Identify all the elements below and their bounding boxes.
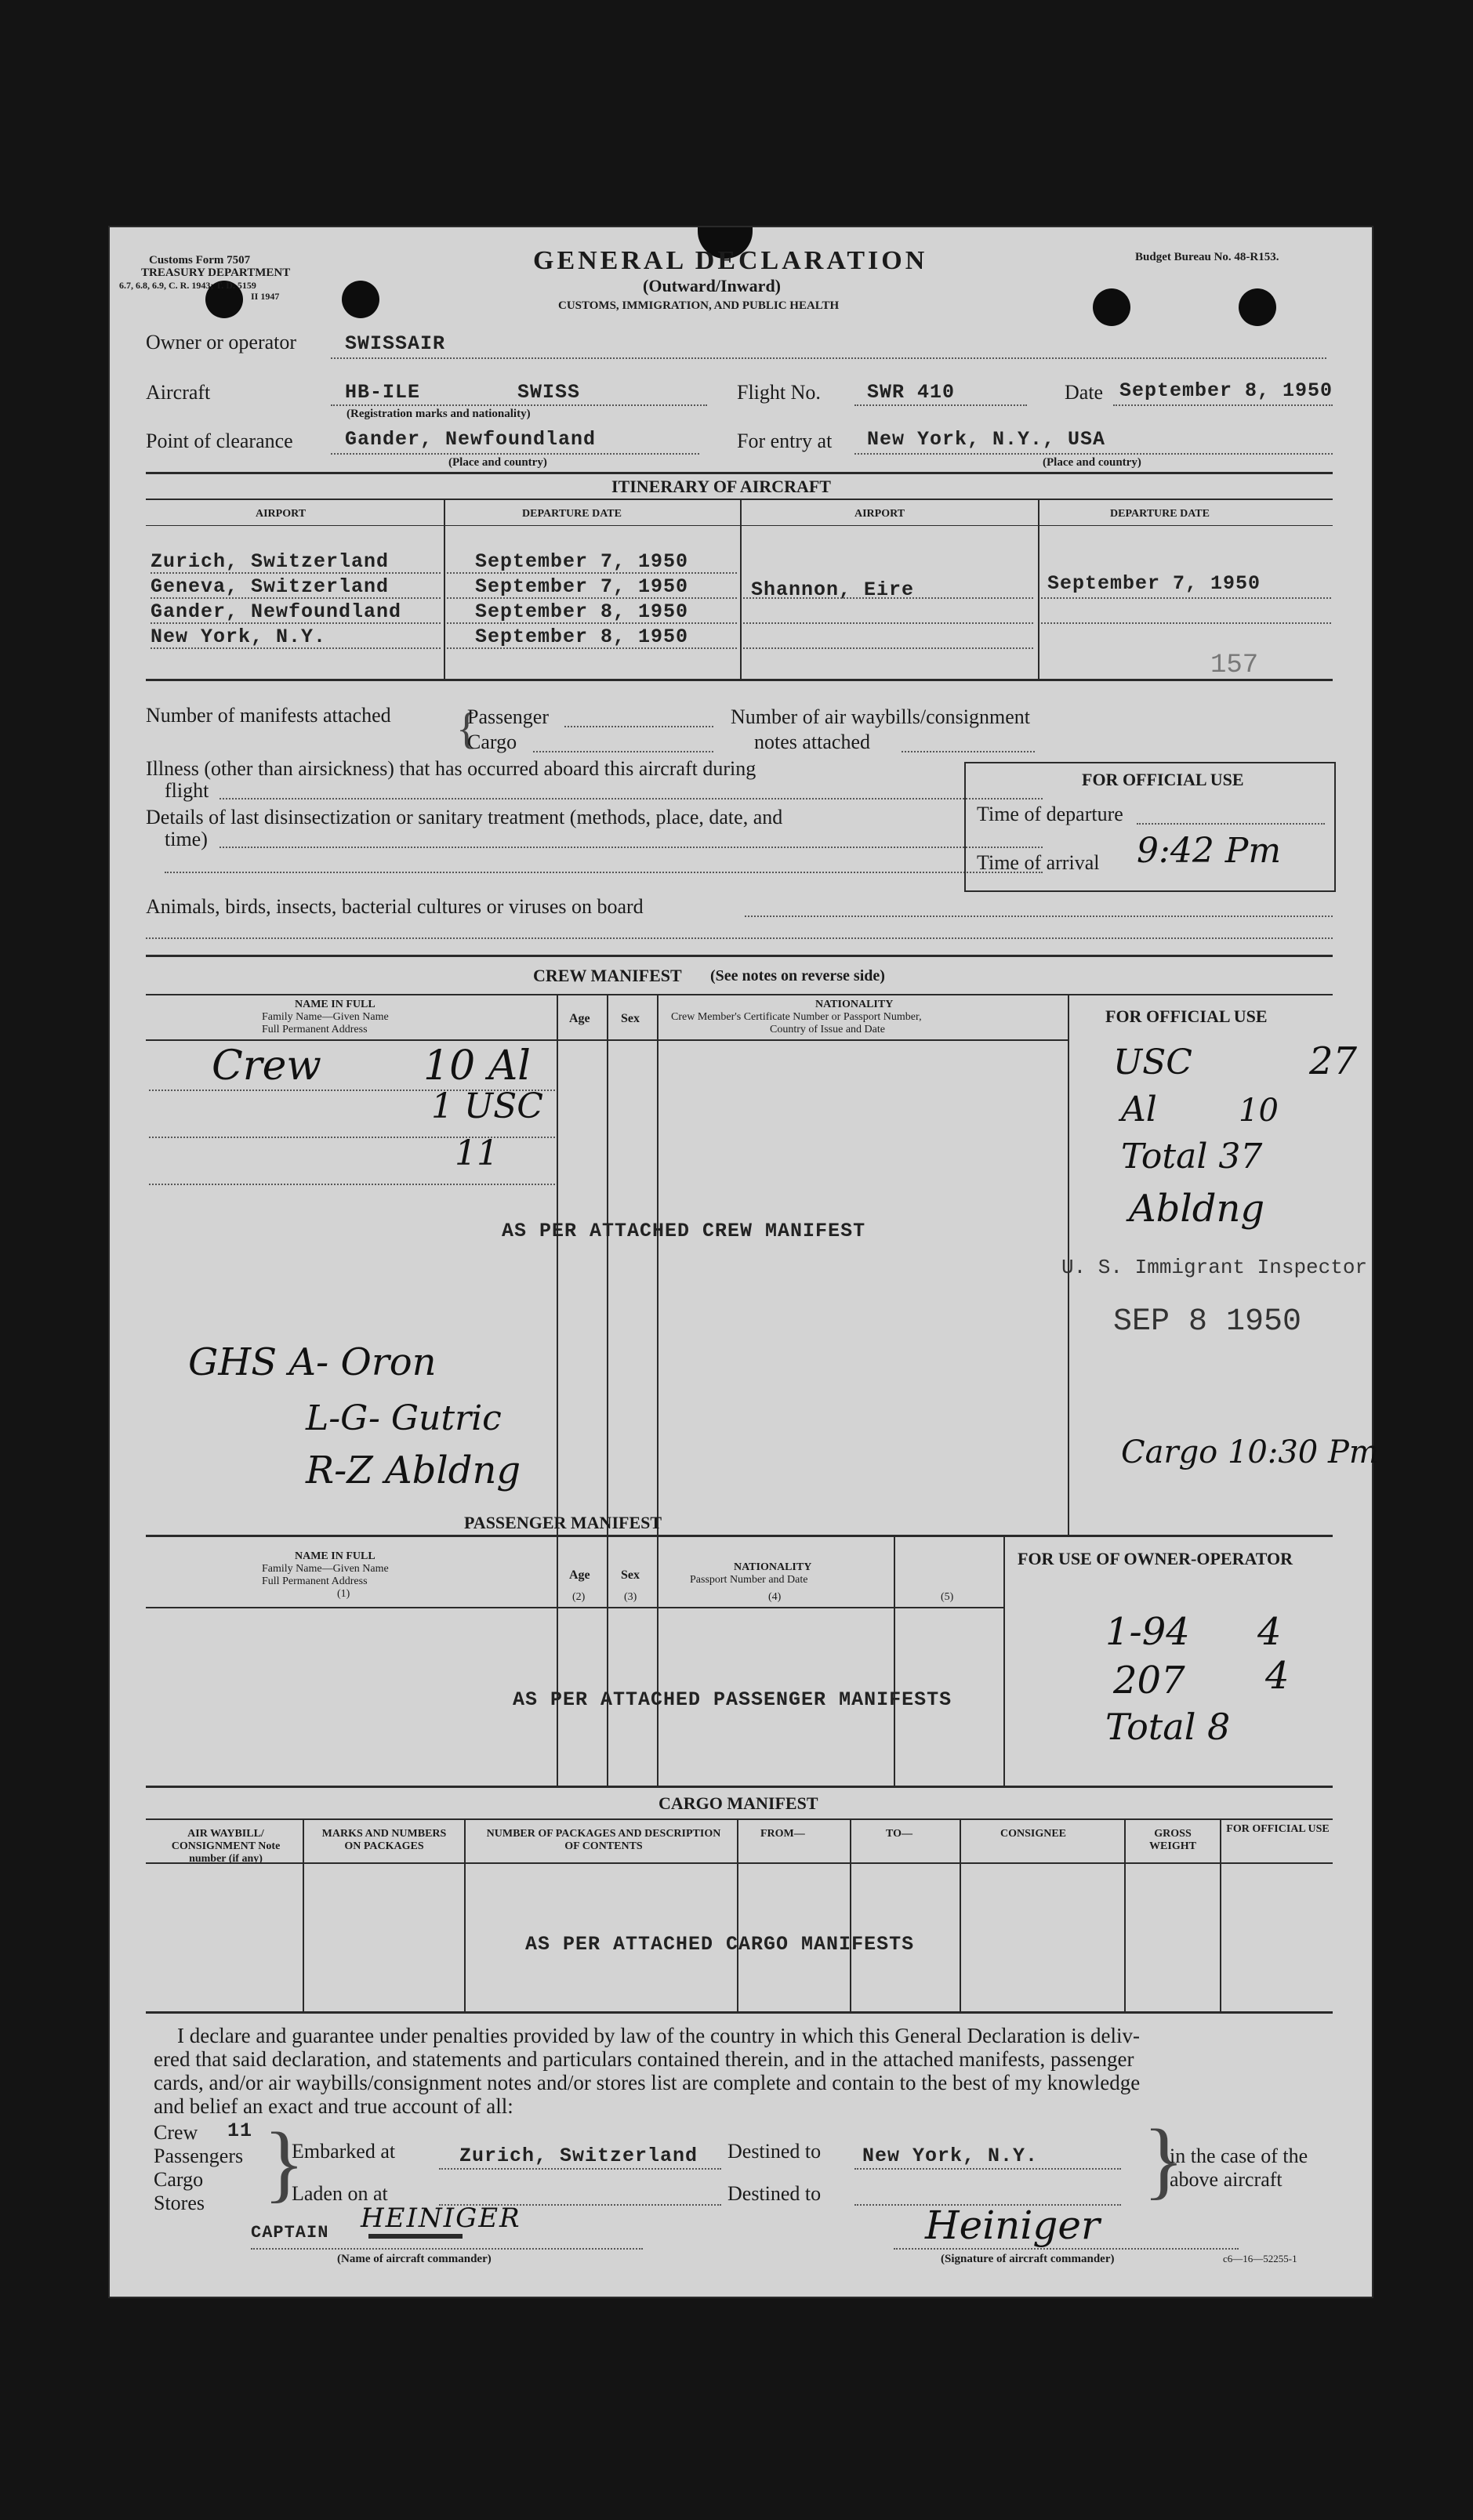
declaration-line-2: ered that said declaration, and statements and particulars contained therein, and in the attached manifests, passenger (154, 2047, 1134, 2071)
official-total: Total 37 (1121, 1137, 1263, 1177)
animals-label: Animals, birds, insects, bacterial cultures or viruses on board (146, 895, 644, 918)
cargo-col-packages: NUMBER OF PACKAGES AND DESCRIPTION OF CONTENTS (486, 1828, 721, 1852)
pax-col-5: (5) (941, 1591, 954, 1603)
official-use-title: FOR OFFICIAL USE (1082, 770, 1244, 789)
page-subline: CUSTOMS, IMMIGRATION, AND PUBLIC HEALTH (558, 299, 840, 312)
pax-typed-note: AS PER ATTACHED PASSENGER MANIFESTS (513, 1688, 952, 1711)
crew-col-age: Age (569, 1012, 590, 1025)
page-subtitle: (Outward/Inward) (643, 276, 782, 296)
itinerary-header-date-2: DEPARTURE DATE (1110, 508, 1210, 520)
cargo-col-weight: GROSS WEIGHT (1149, 1828, 1196, 1852)
crew-initials-3: R-Z Abldng (306, 1449, 521, 1492)
crew-col-nationality-2: Crew Member's Certificate Number or Passport Number, (671, 1011, 922, 1023)
crew-initials-1: GHS A- Oron (188, 1340, 437, 1384)
declaration-form: Customs Form 7507 TREASURY DEPARTMENT 6.7, 6.8, 6.9, C. R. 1943; T. D. 5159 II 1947 GENERAL DECLARATION (Outward/Inward) CUSTOMS, IMMIGRATION, AND PUBLIC HEALTH Budget Bureau No. 48-R153. Owner or operator SWISSAIR Aircraft HB-ILE SWISS (Registration marks and nationality) Flight No. SWR 410 Date September 8, 1950 Point of clearance Gander, Newfoundland (Place and country) For entry at New York, N.Y., USA (Place and country) ITINERARY OF AIRCRAFT AIRPORT DEPARTURE DATE AIRPORT DEPARTURE DATE Zurich, Switzerland September 7, 1950 Geneva, Switzerland September 7, 1950 Gander, Newfoundland September 8, 1950 New York, N.Y. September 8, 1950 Shannon, Eire September 7, 1950 157 Number of manifests attached { Passenger Cargo Number of air waybills/consignment notes attached Illness (other than airsickness) that has occurred aboard this aircraft during flight Details of last disinsectization or sanitary treatment (methods, place, date, and time) Animals, birds, insects, bacterial cultures or viruses on board FOR OFFICIAL USE Time of departure Time of arrival 9:42 Pm CREW MANIFEST (See notes on reverse side) NAME IN FULL Family Name—Given Name Full Permanent Address Age Sex NATIONALITY Crew Member's Certificate Number or Passport Number, Country of Issue and Date FOR OFFICIAL USE Crew 10 Al 1 USC 11 AS PER ATTACHED CREW MANIFEST GHS A- Oron L-G- Gutric R-Z Abldng USC 27 Al 10 Total 37 Abldng U. S. Immigrant Inspector SEP 8 1950 Cargo 10:30 Pm PASSENGER MANIFEST FOR USE OF OWNER-OPERATOR NAME IN FULL Family Name—Given Name Full Permanent Address (1) Age (2) Sex (3) NATIONALITY Passport Number and Date (4) (5) AS PER ATTACHED PASSENGER MANIFESTS 1-94 4 207 4 Total 8 CARGO MANIFEST AIR WAYBILL/ CONSIGNMENT Note number (if any) MARKS AND NUMBERS ON PACKAGES NUMBER OF PACKAGES AND DESCRIPTION OF CONTENTS FROM— TO— CONSIGNEE GROSS WEIGHT FOR OFFICIAL USE AS PER ATTACHED CARGO MANIFESTS I declare and guarantee under penalties provided by law of the country in which this General Declaration is deliv- ered that said declaration, and statements and particulars contained therein, and in the attached manifests, passenger cards, and/or air waybills/consignment notes and/or stores list are complete and contain to the best of my knowledge and belief an exact and true account of all: Crew 11 Passengers Cargo Stores } Embarked at Zurich, Switzerland Destined to New York, N.Y. Laden on at Destined to } in the case of the above aircraft CAPTAIN HEINIGER (Name of aircraft commander) Heiniger (Signature of aircraft commander) c6—16—52255-1 (110, 227, 1372, 2297)
pax-col-name-3: Full Permanent Address (262, 1575, 368, 1587)
clearance-caption: (Place and country) (448, 456, 547, 469)
crew-col-name-3: Full Permanent Address (262, 1024, 368, 1035)
form-edition-line: II 1947 (251, 291, 280, 302)
itinerary-date: September 7, 1950 (475, 575, 689, 598)
cargo-col-consignee: CONSIGNEE (1000, 1828, 1067, 1840)
crew-official-use-title: FOR OFFICIAL USE (1105, 1006, 1268, 1026)
inspector-signature: Abldng (1129, 1187, 1265, 1231)
inspector-stamp-date: SEP 8 1950 (1113, 1304, 1302, 1340)
pax-col-name-2: Family Name—Given Name (262, 1563, 389, 1575)
print-code: c6—16—52255-1 (1223, 2253, 1297, 2264)
aircraft-label: Aircraft (146, 381, 211, 404)
embarked-value: Zurich, Switzerland (459, 2145, 698, 2167)
destined-label-2: Destined to (727, 2182, 822, 2205)
flight-value: SWR 410 (867, 381, 956, 404)
itinerary-airport: Zurich, Switzerland (151, 550, 390, 573)
itinerary-header-airport-1: AIRPORT (256, 508, 307, 520)
pax-col-name-num: (1) (337, 1588, 350, 1600)
destined-value: New York, N.Y. (862, 2145, 1039, 2167)
official-alien: Al (1121, 1090, 1157, 1129)
arrival-time-label: Time of arrival (977, 851, 1100, 874)
disinsect-label: Details of last disinsectization or sanitary treatment (methods, place, date, and (146, 806, 783, 829)
signature-caption: (Signature of aircraft commander) (941, 2253, 1115, 2265)
cargo-time-note: Cargo 10:30 Pm (1121, 1434, 1379, 1470)
official-alien-count: 10 (1239, 1093, 1279, 1129)
crew-handwritten-alien: 10 Al (423, 1042, 531, 1090)
owner-label: Owner or operator (146, 331, 297, 354)
entry-label: For entry at (737, 430, 833, 452)
cargo-typed-note: AS PER ATTACHED CARGO MANIFESTS (525, 1933, 915, 1956)
pax-col-sex: Sex (621, 1568, 640, 1582)
crew-manifest-note: (See notes on reverse side) (710, 967, 885, 984)
itinerary-date: September 8, 1950 (475, 625, 689, 648)
cargo-col-to: TO— (886, 1828, 912, 1840)
itinerary-date: September 8, 1950 (475, 600, 689, 623)
cargo-manifest-title: CARGO MANIFEST (658, 1793, 818, 1813)
pax-col-nationality-2: Passport Number and Date (690, 1574, 808, 1586)
margin-number: 157 (1210, 651, 1259, 680)
case-label: in the case of the (1170, 2145, 1308, 2167)
clearance-value: Gander, Newfoundland (345, 428, 597, 451)
crew-typed-note: AS PER ATTACHED CREW MANIFEST (502, 1220, 866, 1242)
inspector-stamp: U. S. Immigrant Inspector (1061, 1256, 1368, 1279)
crew-col-sex: Sex (621, 1012, 640, 1025)
crew-count-label: Crew (154, 2121, 198, 2144)
owner-operator-title: FOR USE OF OWNER-OPERATOR (1018, 1549, 1293, 1568)
owner-value: SWISSAIR (345, 332, 446, 355)
aircraft-caption: (Registration marks and nationality) (346, 408, 531, 420)
captain-typed: CAPTAIN (251, 2223, 329, 2243)
itinerary-airport: Geneva, Switzerland (151, 575, 390, 598)
owner-use-1: 1-94 (1105, 1610, 1190, 1654)
pax-col-nationality: NATIONALITY (734, 1561, 812, 1573)
departure-time-label: Time of departure (977, 803, 1123, 825)
cargo-col-marks: MARKS AND NUMBERS ON PACKAGES (321, 1828, 447, 1852)
page-title: GENERAL DECLARATION (533, 246, 928, 275)
passenger-manifest-title: PASSENGER MANIFEST (464, 1513, 662, 1532)
disinsect-label-2: time) (165, 828, 208, 850)
itinerary-date: September 7, 1950 (475, 550, 689, 573)
owner-use-1-value: 4 (1257, 1610, 1282, 1654)
commander-caption: (Name of aircraft commander) (337, 2253, 492, 2265)
official-usc: USC (1113, 1042, 1192, 1082)
treasury-department: TREASURY DEPARTMENT (141, 267, 291, 279)
manifests-cargo-label: Cargo (467, 731, 517, 753)
crew-col-nationality: NATIONALITY (815, 999, 894, 1010)
clearance-label: Point of clearance (146, 430, 293, 452)
manifests-label: Number of manifests attached (146, 704, 391, 727)
illness-label-2: flight (165, 779, 209, 802)
cargo-col-waybill: AIR WAYBILL/ CONSIGNMENT Note number (if any) (171, 1828, 281, 1865)
declaration-line-3: cards, and/or air waybills/consignment notes and/or stores list are complete and contain to the best of my knowledge (154, 2071, 1141, 2094)
punch-hole (342, 281, 379, 318)
date-label: Date (1065, 381, 1104, 404)
declaration-line-4: and belief an exact and true account of all: (154, 2094, 513, 2118)
owner-use-2: 207 (1113, 1659, 1185, 1702)
punch-hole (1239, 288, 1276, 326)
arrival-time-value: 9:42 Pm (1137, 831, 1282, 871)
illness-label: Illness (other than airsickness) that has occurred aboard this aircraft during (146, 757, 756, 780)
owner-use-2-value: 4 (1265, 1654, 1290, 1698)
itinerary-header-date-1: DEPARTURE DATE (522, 508, 622, 520)
destined-label: Destined to (727, 2140, 822, 2163)
date-value: September 8, 1950 (1119, 379, 1333, 402)
itinerary-airport: Gander, Newfoundland (151, 600, 402, 623)
captain-name: HEINIGER (361, 2203, 521, 2234)
crew-col-name-2: Family Name—Given Name (262, 1011, 389, 1023)
entry-value: New York, N.Y., USA (867, 428, 1106, 451)
official-usc-count: 27 (1309, 1039, 1358, 1083)
budget-bureau: Budget Bureau No. 48-R153. (1135, 251, 1279, 263)
pax-col-sex-num: (3) (624, 1591, 637, 1603)
flight-label: Flight No. (737, 381, 821, 404)
crew-col-nationality-3: Country of Issue and Date (770, 1024, 885, 1035)
itinerary-date: September 7, 1950 (1047, 572, 1261, 595)
embarked-label: Embarked at (292, 2140, 396, 2163)
crew-handwritten-total: 11 (455, 1133, 499, 1173)
commander-signature: Heiniger (925, 2203, 1100, 2248)
crew-manifest-title: CREW MANIFEST (533, 966, 682, 985)
declaration-line-1: I declare and guarantee under penalties provided by law of the country in which this General Declaration is deliv- (177, 2024, 1141, 2047)
entry-caption: (Place and country) (1043, 456, 1141, 469)
manifests-passenger-label: Passenger (467, 705, 549, 728)
case-label-2: above aircraft (1170, 2168, 1283, 2191)
crew-count-value: 11 (227, 2119, 253, 2142)
passengers-count-label: Passengers (154, 2145, 244, 2167)
pax-col-nationality-num: (4) (768, 1591, 782, 1603)
itinerary-airport: Shannon, Eire (751, 578, 915, 601)
crew-handwritten-usc: 1 USC (431, 1086, 543, 1126)
pax-col-name: NAME IN FULL (295, 1550, 376, 1562)
punch-hole (1093, 288, 1130, 326)
itinerary-airport: New York, N.Y. (151, 625, 327, 648)
crew-initials-2: L-G- Gutric (306, 1398, 502, 1438)
cargo-count-label: Cargo (154, 2168, 204, 2191)
pax-col-age: Age (569, 1568, 590, 1582)
customs-form-number: Customs Form 7507 (149, 254, 251, 267)
owner-use-total: Total 8 (1105, 1706, 1231, 1748)
stores-count-label: Stores (154, 2192, 205, 2214)
pax-col-age-num: (2) (572, 1591, 586, 1603)
itinerary-header-airport-2: AIRPORT (854, 508, 905, 520)
crew-col-name: NAME IN FULL (295, 999, 376, 1010)
laden-label: Laden on at (292, 2182, 388, 2205)
itinerary-title: ITINERARY OF AIRCRAFT (611, 477, 831, 496)
cargo-col-from: FROM— (760, 1828, 805, 1840)
aircraft-nationality: SWISS (517, 381, 581, 404)
waybills-label: Number of air waybills/consignment (731, 705, 1030, 728)
aircraft-registration: HB-ILE (345, 381, 421, 404)
waybills-label-2: notes attached (754, 731, 870, 753)
crew-handwritten-label: Crew (212, 1042, 321, 1090)
form-article-line: 6.7, 6.8, 6.9, C. R. 1943; T. D. 5159 (119, 280, 256, 291)
cargo-col-official: FOR OFFICIAL USE (1226, 1823, 1330, 1835)
